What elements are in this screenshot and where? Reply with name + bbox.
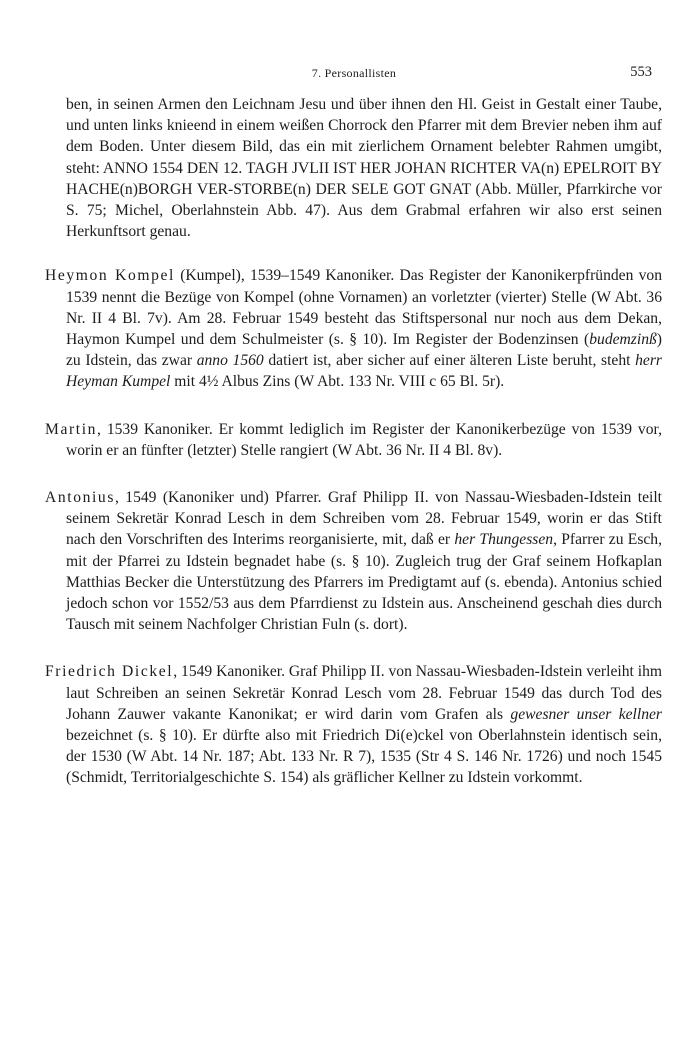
entry-name: Martin: [45, 420, 98, 438]
continuation-paragraph: ben, in seinen Armen den Leichnam Jesu und über ihnen den Hl. Geist in Gestalt einer Taube, und unten links knieend in einem weißen Chorrock den Pfarrer mit dem Brevier neben ihm auf dem Boden. Unter diesem Bild, das ein mit zierlichem Ornament belebter Rahmen umgibt, steht: ANNO 1554 DEN 12. TAGH JVLII IST HER JOHAN RICHTER VA(n) EPELROIT BY HACHE(n)BORGH VER-STORBE(n) DER SELE GOT GNAT (Abb. Müller, Pfarrkirche vor S. 75; Michel, Oberlahnstein Abb. 47). Aus dem Grabmal erfahren wir also erst seinen Herkunftsort genau.: [66, 96, 662, 241]
entry-friedrich-dickel: [45, 661, 662, 788]
running-title: 7. Personallisten: [311, 66, 397, 80]
entry-antonius: [45, 487, 662, 635]
entry-heymon-kompel: [45, 265, 662, 392]
entry-text: , 1549 Kanoniker. Graf Philipp II. von Nassau-Wiesbaden-Idstein verleiht ihm laut Schreiben an seinen Sekretär Konrad Lesch vom 28. Februar 1549 das durch Tod des Johann Zauwer vakante Kanonikat; er wird darin vom Grafen als: [66, 663, 662, 723]
entry-text: , Pfarrer zu Esch, mit der Pfarrei zu Idstein begnadet habe (s. § 10). Zugleich trug der Graf seinem Hofkaplan Matthias Becker die Unterstützung des Pfarrers im Predigtamt auf (s. ebenda). Antonius schied jedoch schon vor 1552/53 aus dem Pfarrdienst zu Idstein aus. Anscheinend geschah dies durch Tausch mit seinem Nachfolger Christian Fuln (s. dort).: [66, 531, 662, 634]
entry-name: Heymon Kompel: [45, 267, 175, 285]
entry-text: mit 4½ Albus Zins (W Abt. 133 Nr. VIII c 65 Bl. 5r).: [170, 373, 505, 391]
entry-text: , 1539 Kanoniker. Er kommt lediglich im Register der Kanonikerbezüge von 1539 vor, worin er an fünfter (letzter) Stelle rangiert (W Abt. 36 Nr. II 4 Bl. 8v).: [66, 420, 662, 459]
entry-text: datiert ist, aber sicher auf einer älteren Liste beruht, steht: [263, 352, 636, 370]
entry-italic: budemzinß: [589, 331, 657, 349]
text-block: [45, 94, 662, 789]
entry-text: (Kumpel), 1539–1549 Kanoniker. Das Register der Kanonikerpfründen von 1539 nennt die Bezüge von Kompel (ohne Vornamen) an vorletzter (vierter) Stelle (W Abt. 36 Nr. II 4 Bl. 7v). Am 28. Februar 1549 besteht das Stiftspersonal nur noch aus dem Dekan, Haymon Kumpel und dem Schulmeister (s. § 10). Im Register der Bodenzinsen (: [66, 267, 662, 349]
entry-italic: gewesner unser kellner: [510, 705, 662, 723]
entry-martin: [45, 419, 662, 461]
entry-text: bezeichnet (s. § 10). Er dürfte also mit Friedrich Di(e)ckel von Oberlahnstein identisch sein, der 1530 (W Abt. 14 Nr. 187; Abt. 133 Nr. R 7), 1535 (Str 4 S. 146 Nr. 1726) und noch 1545 (Schmidt, Territorialgeschichte S. 154) als gräflicher Kellner zu Idstein vorkommt.: [66, 727, 662, 787]
running-head: [48, 64, 660, 84]
entry-italic: her Thungessen: [454, 531, 554, 549]
entry-italic: anno 1560: [196, 352, 264, 370]
entry-italic: herr Heyman Kumpel: [66, 352, 662, 391]
entry-name: Antonius: [45, 489, 115, 507]
entry-name: Friedrich Dickel: [45, 663, 174, 681]
page-number: 553: [630, 64, 652, 80]
entry-text: , 1549 (Kanoniker und) Pfarrer. Graf Philipp II. von Nassau-Wiesbaden-Idstein teilt seinem Sekretär Konrad Lesch in dem Schreiben vom 28. Februar 1549, worin er das Stift nach den Vorschriften des Interims reorganisierte, mit, daß er: [66, 489, 662, 549]
entry-text: ) zu Idstein, das zwar: [66, 331, 662, 370]
